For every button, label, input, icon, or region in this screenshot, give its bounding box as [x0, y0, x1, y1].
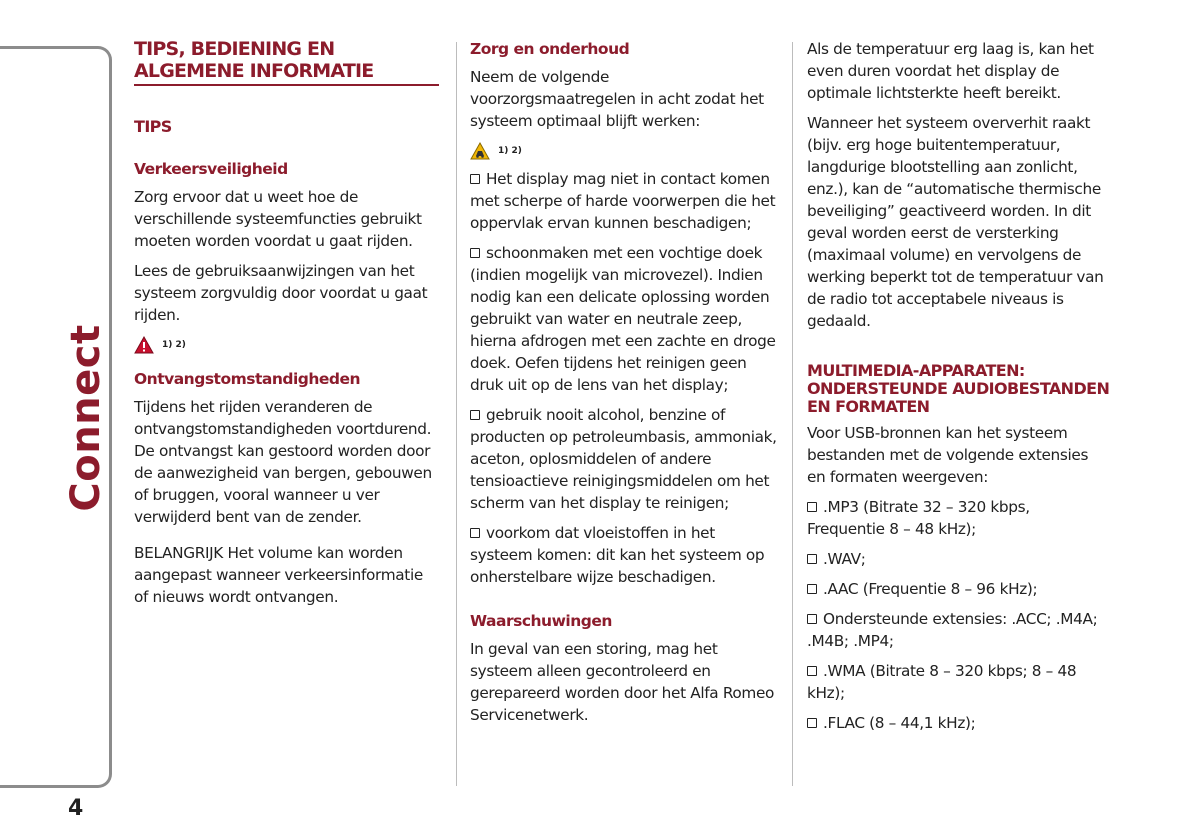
subtitle-verkeersveiligheid: Verkeersveiligheid — [134, 160, 288, 178]
square-bullet-icon — [470, 248, 480, 258]
list-item-care-2-text: schoonmaken met een vochtige doek (indien mogelijk van microvezel). Indien nodig kan een delicate oplossing worden gebruikt van water en neutrale zeep, hierna afdrogen met een zachte en droge doek. Oefen tijdens het reinigen geen druk uit op de lens van het display; — [470, 244, 776, 394]
column-divider-2 — [792, 42, 793, 786]
list-item-format-1 — [807, 496, 1111, 540]
square-bullet-icon — [807, 584, 817, 594]
section-title-multimedia: MULTIMEDIA-APPARATEN: ONDERSTEUNDE AUDIOBESTANDEN EN FORMATEN — [807, 361, 1110, 416]
warning-refs-2: 1) 2) — [498, 146, 522, 156]
paragraph-belangrijk: BELANGRIJK Het volume kan worden aangepast wanneer verkeersinformatie of nieuws wordt ontvangen. — [134, 544, 423, 606]
list-item-care-2 — [470, 242, 777, 396]
warning-reference-2 — [470, 140, 777, 162]
warning-refs: 1) 2) — [162, 340, 186, 350]
list-item-format-6 — [807, 712, 1111, 734]
square-bullet-icon — [470, 174, 480, 184]
list-item-format-5-text: .WMA (Bitrate 8 – 320 kbps; 8 – 48 kHz); — [807, 662, 1077, 702]
column-3 — [807, 38, 1111, 742]
paragraph-zorg-intro: Neem de volgende voorzorgsmaatregelen in acht zodat het systeem optimaal blijft werken: — [470, 68, 764, 130]
list-item-care-3-text: gebruik nooit alcohol, benzine of producten op petroleumbasis, ammoniak, aceton, oplosmiddelen of andere tensioactieve reinigingsmiddelen om het scherm van het display te reinigen; — [470, 406, 777, 512]
list-item-care-4-text: voorkom dat vloeistoffen in het systeem komen: dit kan het systeem op onherstelbare wijze beschadigen. — [470, 524, 765, 586]
square-bullet-icon — [807, 718, 817, 728]
column-1 — [134, 38, 439, 616]
list-item-care-3 — [470, 404, 777, 514]
paragraph-verkeer-2: Lees de gebruiksaanwijzingen van het systeem zorgvuldig door voordat u gaat rijden. — [134, 262, 428, 324]
list-item-format-3-text: .AAC (Frequentie 8 – 96 kHz); — [823, 580, 1038, 598]
subtitle-ontvangstomstandigheden: Ontvangstomstandigheden — [134, 370, 361, 388]
warning-triangle-yellow-icon — [470, 142, 490, 160]
square-bullet-icon — [470, 528, 480, 538]
column-2 — [470, 38, 777, 734]
square-bullet-icon — [470, 410, 480, 420]
list-item-format-2 — [807, 548, 1111, 570]
column-divider-1 — [456, 42, 457, 786]
list-item-format-4-text: Ondersteunde extensies: .ACC; .M4A; .M4B; .MP4; — [807, 610, 1098, 650]
square-bullet-icon — [807, 502, 817, 512]
list-item-format-4 — [807, 608, 1111, 652]
paragraph-temperatuur: Als de temperatuur erg laag is, kan het even duren voordat het display de optimale lichtsterkte heeft bereikt. — [807, 40, 1094, 102]
list-item-format-2-text: .WAV; — [823, 550, 866, 568]
warning-triangle-red-icon — [134, 336, 154, 354]
paragraph-multimedia-intro: Voor USB-bronnen kan het systeem bestanden met de volgende extensies en formaten weergeven: — [807, 424, 1089, 486]
warning-reference — [134, 334, 439, 356]
subtitle-waarschuwingen: Waarschuwingen — [470, 612, 612, 630]
chapter-tab-label: Connect — [63, 324, 109, 512]
square-bullet-icon — [807, 666, 817, 676]
square-bullet-icon — [807, 554, 817, 564]
page-title: TIPS, BEDIENING EN ALGEMENE INFORMATIE — [134, 38, 439, 86]
list-item-care-1-text: Het display mag niet in contact komen met scherpe of harde voorwerpen die het oppervlak ervan kunnen beschadigen; — [470, 170, 776, 232]
page-number: 4 — [68, 796, 84, 821]
paragraph-oververhit: Wanneer het systeem oververhit raakt (bijv. erg hoge buitentemperatuur, langdurige blootstelling aan zonlicht, enz.), kan de “automatische thermische beveiliging” geactiveerd worden. In dit geval worden eerst de versterking (maximaal volume) en vervolgens de werking beperkt tot de temperatuur van de radio tot acceptabele niveaus is gedaald. — [807, 114, 1104, 330]
section-title-tips: TIPS — [134, 117, 172, 136]
list-item-format-5 — [807, 660, 1111, 704]
list-item-care-1 — [470, 168, 777, 234]
paragraph-verkeer-1: Zorg ervoor dat u weet hoe de verschillende systeemfuncties gebruikt moeten worden voordat u gaat rijden. — [134, 188, 422, 250]
paragraph-waarschuwingen: In geval van een storing, mag het systeem alleen gecontroleerd en gerepareerd worden door het Alfa Romeo Servicenetwerk. — [470, 640, 775, 724]
list-item-care-4 — [470, 522, 777, 588]
list-item-format-6-text: .FLAC (8 – 44,1 kHz); — [823, 714, 976, 732]
paragraph-ontvangst: Tijdens het rijden veranderen de ontvangstomstandigheden voortdurend. De ontvangst kan gestoord worden door de aanwezigheid van bergen, gebouwen of bruggen, vooral wanneer u ver verwijderd bent van de zender. — [134, 398, 432, 526]
list-item-format-3 — [807, 578, 1111, 600]
list-item-format-1-text: .MP3 (Bitrate 32 – 320 kbps, Frequentie 8 – 48 kHz); — [807, 498, 1030, 538]
subtitle-zorg-en-onderhoud: Zorg en onderhoud — [470, 40, 630, 58]
square-bullet-icon — [807, 614, 817, 624]
